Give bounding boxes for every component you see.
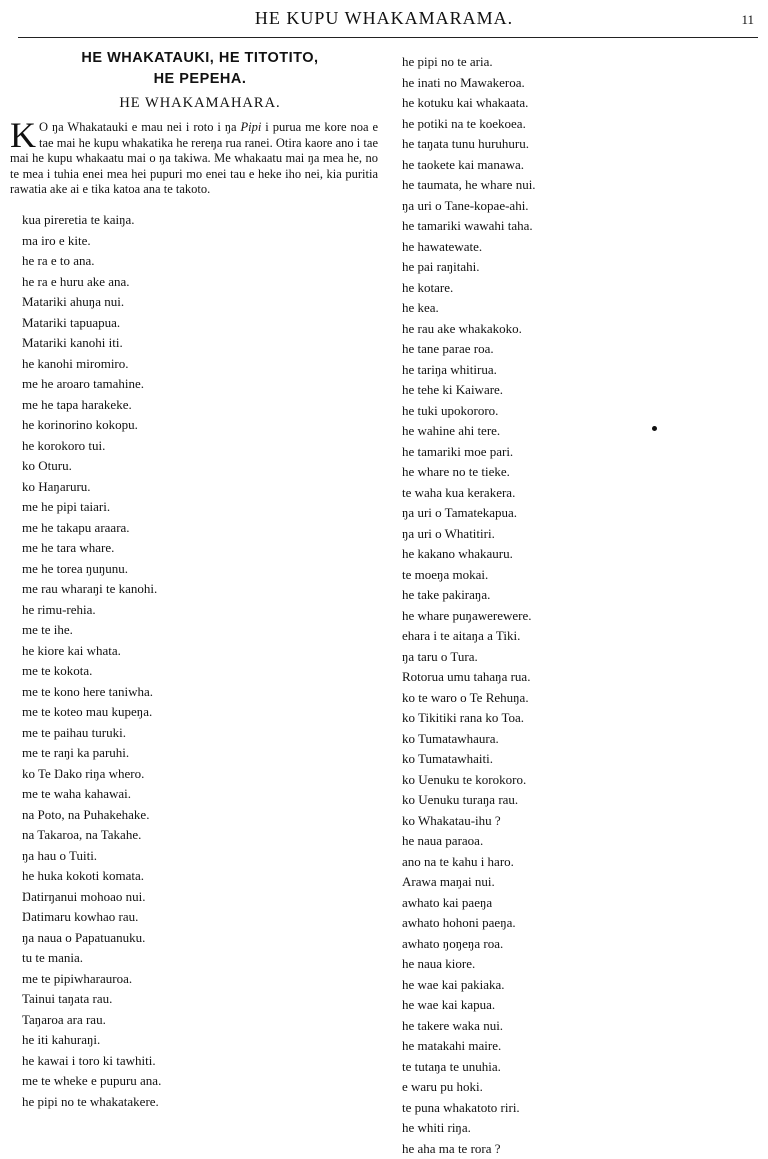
proverb-line: he wae kai pakiaka.: [394, 975, 754, 996]
proverb-line: me te koteo mau kupeŋa.: [10, 702, 390, 723]
proverb-line: ŋa taru o Tura.: [394, 647, 754, 668]
proverb-line: Matariki tapuapua.: [10, 313, 390, 334]
running-header: [0, 8, 768, 32]
proverb-line: he pai raŋitahi.: [394, 257, 754, 278]
proverb-line: me he pipi taiari.: [10, 497, 390, 518]
proverb-line: na Poto, na Puhakehake.: [10, 805, 390, 826]
proverb-line: Ŋatirŋanui mohoao nui.: [10, 887, 390, 908]
proverb-line: me he torea ŋuŋunu.: [10, 559, 390, 580]
proverb-line: he hawatewate.: [394, 237, 754, 258]
proverb-line: he whare no te tieke.: [394, 462, 754, 483]
proverb-line: ko Oturu.: [10, 456, 390, 477]
proverb-line: he kotare.: [394, 278, 754, 299]
proverb-line: ko Tumatawhaura.: [394, 729, 754, 750]
proverb-line: he rimu-rehia.: [10, 600, 390, 621]
proverb-line: he tamariki moe pari.: [394, 442, 754, 463]
proverb-line: he kakano whakauru.: [394, 544, 754, 565]
proverb-line: me he takapu araara.: [10, 518, 390, 539]
proverb-line: Matariki ahuŋa nui.: [10, 292, 390, 313]
proverb-line: he korinorino kokopu.: [10, 415, 390, 436]
proverb-line: he naua kiore.: [394, 954, 754, 975]
proverb-line: ŋa hau o Tuiti.: [10, 846, 390, 867]
proverb-line: me te waha kahawai.: [10, 784, 390, 805]
proverb-line: he ra e huru ake ana.: [10, 272, 390, 293]
proverb-line: he takere waka nui.: [394, 1016, 754, 1037]
proverb-line: ŋa uri o Tamatekapua.: [394, 503, 754, 524]
proverb-line: ko Uenuku turaŋa rau.: [394, 790, 754, 811]
proverb-line: he kiore kai whata.: [10, 641, 390, 662]
proverb-line: Taŋaroa ara rau.: [10, 1010, 390, 1031]
proverb-line: awhato ŋoŋeŋa roa.: [394, 934, 754, 955]
right-column: [394, 52, 754, 1159]
proverb-line: he inati no Mawakeroa.: [394, 73, 754, 94]
section-heading-line-1: HE WHAKATAUKI, HE TITOTITO,: [10, 48, 390, 69]
intro-italic-word: Pipi: [241, 120, 262, 134]
proverb-line: he kanohi miromiro.: [10, 354, 390, 375]
intro-text-end: i purua me kore noa e tae mai he kupu whakatika he rereŋa rua ranei. Otira kaore ano i tae mai he kupu whakaatu mai o ŋa takiwa. Me whakaatu mai ŋa mea he, no te mea i tuhia enei mea hei pupuri mo enei tau e heke iho nei, kia puritia rawatia ake ai e tika katoa ana te takoto.: [10, 120, 378, 196]
proverb-line: he taŋata tunu huruhuru.: [394, 134, 754, 155]
subheading: HE WHAKAMAHARA.: [10, 95, 390, 112]
proverb-line: te puna whakatoto riri.: [394, 1098, 754, 1119]
proverb-line: he taumata, he whare nui.: [394, 175, 754, 196]
proverb-line: tu te mania.: [10, 948, 390, 969]
proverb-line: me te paihau turuki.: [10, 723, 390, 744]
proverb-line: he ra e to ana.: [10, 251, 390, 272]
proverb-line: te tutaŋa te unuhia.: [394, 1057, 754, 1078]
proverb-line: ko Whakatau-ihu ?: [394, 811, 754, 832]
drop-cap: K: [10, 120, 36, 150]
proverb-line: he matakahi maire.: [394, 1036, 754, 1057]
proverb-line: awhato kai paeŋa: [394, 893, 754, 914]
proverb-line: te waha kua kerakera.: [394, 483, 754, 504]
proverb-line: he whiti riŋa.: [394, 1118, 754, 1139]
proverb-line: Tainui taŋata rau.: [10, 989, 390, 1010]
proverb-line: Arawa maŋai nui.: [394, 872, 754, 893]
proverb-line: ehara i te aitaŋa a Tiki.: [394, 626, 754, 647]
proverb-line: he kawai i toro ki tawhiti.: [10, 1051, 390, 1072]
intro-paragraph: [10, 120, 378, 198]
proverb-line: te moeŋa mokai.: [394, 565, 754, 586]
proverb-line: ma iro e kite.: [10, 231, 390, 252]
proverb-line: me te wheke e pupuru ana.: [10, 1071, 390, 1092]
ink-speck: [652, 426, 657, 431]
section-heading: [10, 48, 390, 90]
proverb-line: he naua paraoa.: [394, 831, 754, 852]
proverb-line: ko Tumatawhaiti.: [394, 749, 754, 770]
proverb-line: awhato hohoni paeŋa.: [394, 913, 754, 934]
proverb-line: me te pipiwharauroa.: [10, 969, 390, 990]
proverb-line: ko Te Ŋako riŋa whero.: [10, 764, 390, 785]
proverb-line: he whare puŋawerewere.: [394, 606, 754, 627]
intro-text-start: O ŋa Whakatauki e mau nei i roto i ŋa: [39, 120, 241, 134]
proverb-line: he iti kahuraŋi.: [10, 1030, 390, 1051]
left-proverb-list: [10, 210, 390, 1112]
proverb-line: he pipi no te aria.: [394, 52, 754, 73]
proverb-line: he wahine ahi tere.: [394, 421, 754, 442]
proverb-line: he taokete kai manawa.: [394, 155, 754, 176]
proverb-line: he tariŋa whitirua.: [394, 360, 754, 381]
proverb-line: me te kokota.: [10, 661, 390, 682]
proverb-line: ko te waro o Te Rehuŋa.: [394, 688, 754, 709]
proverb-line: me he tara whare.: [10, 538, 390, 559]
proverb-line: Matariki kanohi iti.: [10, 333, 390, 354]
proverb-line: he tuki upokororo.: [394, 401, 754, 422]
proverb-line: ŋa uri o Tane-kopae-ahi.: [394, 196, 754, 217]
proverb-line: me he tapa harakeke.: [10, 395, 390, 416]
proverb-line: Rotorua umu tahaŋa rua.: [394, 667, 754, 688]
proverb-line: ŋa naua o Papatuanuku.: [10, 928, 390, 949]
proverb-line: he tehe ki Kaiware.: [394, 380, 754, 401]
proverb-line: ano na te kahu i haro.: [394, 852, 754, 873]
proverb-line: he tamariki wawahi taha.: [394, 216, 754, 237]
proverb-line: kua pireretia te kaiŋa.: [10, 210, 390, 231]
running-title: HE KUPU WHAKAMARAMA.: [0, 8, 768, 29]
proverb-line: ko Haŋaruru.: [10, 477, 390, 498]
proverb-line: he take pakiraŋa.: [394, 585, 754, 606]
section-heading-line-2: HE PEPEHA.: [10, 69, 390, 90]
proverb-line: ŋa uri o Whatitiri.: [394, 524, 754, 545]
proverb-line: ko Tikitiki rana ko Toa.: [394, 708, 754, 729]
proverb-line: me te raŋi ka paruhi.: [10, 743, 390, 764]
proverb-line: he huka kokoti komata.: [10, 866, 390, 887]
proverb-line: Ŋatimaru kowhao rau.: [10, 907, 390, 928]
proverb-line: me rau wharaŋi te kanohi.: [10, 579, 390, 600]
proverb-line: he aha ma te rora ?: [394, 1139, 754, 1159]
proverb-line: he tane parae roa.: [394, 339, 754, 360]
proverb-line: he kotuku kai whakaata.: [394, 93, 754, 114]
right-proverb-list: [394, 52, 754, 1159]
proverb-line: me te kono here taniwha.: [10, 682, 390, 703]
proverb-line: ko Uenuku te korokoro.: [394, 770, 754, 791]
proverb-line: me te ihe.: [10, 620, 390, 641]
proverb-line: he rau ake whakakoko.: [394, 319, 754, 340]
proverb-line: na Takaroa, na Takahe.: [10, 825, 390, 846]
proverb-line: e waru pu hoki.: [394, 1077, 754, 1098]
proverb-line: he korokoro tui.: [10, 436, 390, 457]
left-column: [10, 48, 390, 1112]
page-number: 11: [741, 12, 754, 28]
proverb-line: he potiki na te koekoea.: [394, 114, 754, 135]
proverb-line: he pipi no te whakatakere.: [10, 1092, 390, 1113]
proverb-line: he wae kai kapua.: [394, 995, 754, 1016]
proverb-line: me he aroaro tamahine.: [10, 374, 390, 395]
proverb-line: he kea.: [394, 298, 754, 319]
header-rule: [18, 37, 758, 38]
